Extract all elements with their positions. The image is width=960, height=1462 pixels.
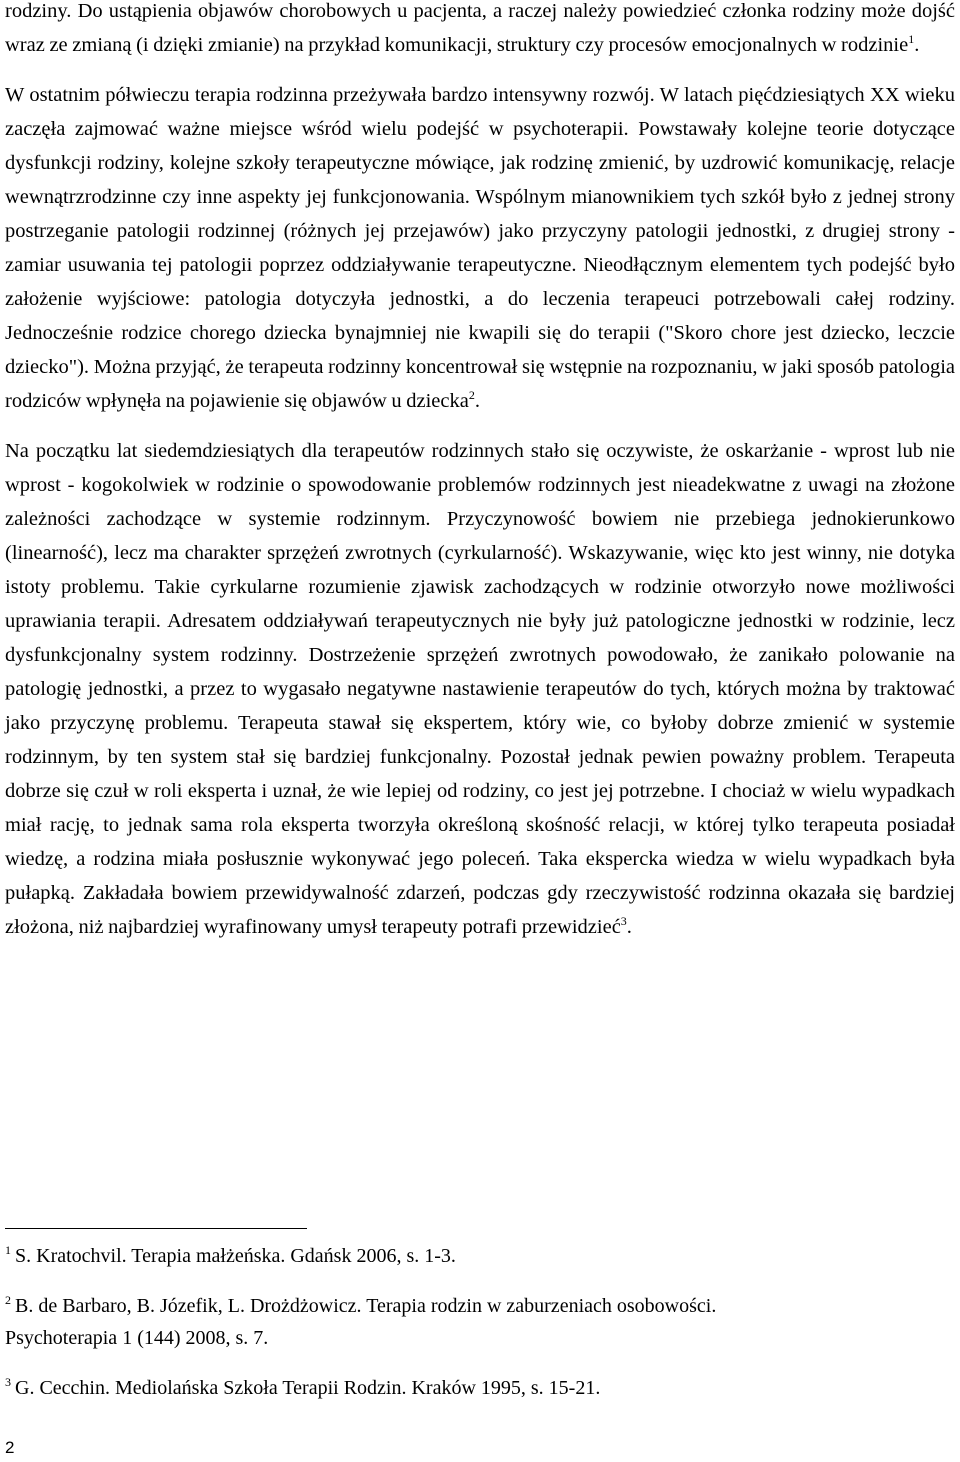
footnote-separator xyxy=(5,1228,307,1229)
footnote-ref-3[interactable]: 3 xyxy=(620,914,627,929)
footnote-mark-2: 2 xyxy=(5,1293,11,1308)
footnote-2-line-2: Psychoterapia 1 (144) 2008, s. 7. xyxy=(5,1327,269,1349)
footnote-2-line-1: B. de Barbaro, B. Józefik, L. Drożdżowicz. Terapia rodzin w zaburzeniach osobowości. xyxy=(15,1295,717,1317)
footnote-1-line-1: S. Kratochvil. Terapia małżeńska. Gdańsk 2006, s. 1-3. xyxy=(15,1245,456,1267)
body-paragraph-1 xyxy=(5,0,955,62)
footnote-ref-2[interactable]: 2 xyxy=(468,388,475,403)
footnote-2 xyxy=(5,1290,955,1354)
footnote-ref-1[interactable]: 1 xyxy=(908,32,915,47)
footnotes xyxy=(5,1240,955,1422)
paragraph-3-text: Na początku lat siedemdziesiątych dla terapeutów rodzinnych stało się oczywiste, że oskarżanie - wprost lub nie wprost - kogokolwiek w rodzinie o spowodowanie problemów rodzinnych jest nieadekwatne z uwagi na złożone zależności zachodzące w systemie rodzinnym. Przyczynowość bowiem nie przebiega jednokierunkowo (linearność), lecz ma charakter sprzężeń zwrotnych (cyrkularność). Wskazywanie, więc kto jest winny, nie dotyka istoty problemu. Takie cyrkularne rozumienie zjawisk zachodzących w rodzinie otworzyło nowe możliwości uprawiania terapii. Adresatem oddziaływań terapeutycznych nie były już patologiczne jednostki w rodzinie, lecz dysfunkcjonalny system rodzinny. Dostrzeżenie sprzężeń zwrotnych powodowało, że zanikało polowanie na patologię jednostki, a przez to wygasało negatywne nastawienie terapeutów do tych, których można by traktować jako przyczynę problemu. Terapeuta stawał się ekspertem, który wie, co byłoby dobrze zmienić w systemie rodzinnym, by ten system stał się bardziej funkcjonalny. Pozostał jednak pewien poważny problem. Terapeuta dobrze się czuł w roli eksperta i uznał, że wie lepiej od rodziny, co jest jej potrzebne. I chociaż w wielu wypadkach miał rację, to jednak sama rola eksperta tworzyła określoną skośność relacji, w której tylko terapeuta posiadał wiedzę, a rodzina miała posłusznie wykonywać jego poleceń. Taka ekspercka wiedza w wielu wypadkach była pułapką. Zakładała bowiem przewidywalność zdarzeń, podczas gdy rzeczywistość rodzinna okazała się bardziej złożona, niż najbardziej wyrafinowany umysł terapeuty potrafi przewidzieć xyxy=(5,440,955,938)
body-paragraph-3 xyxy=(5,434,955,944)
body-paragraph-2 xyxy=(5,78,955,418)
paragraph-2-tail: . xyxy=(474,390,480,412)
footnote-1 xyxy=(5,1240,955,1272)
footnote-mark-1: 1 xyxy=(5,1243,11,1258)
document-page xyxy=(5,0,955,944)
paragraph-2-text: W ostatnim półwieczu terapia rodzinna przeżywała bardzo intensywny rozwój. W latach pięćdziesiątych XX wieku zaczęła zajmować ważne miejsce wśród wielu podejść w psychoterapii. Powstawały kolejne teorie dotyczące dysfunkcji rodziny, kolejne szkoły terapeutyczne mówiące, jak rodzinę zmienić, by uzdrowić komunikację, relacje wewnątrzrodzinne czy inne aspekty jej funkcjonowania. Wspólnym mianownikiem tych szkół było z jednej strony postrzeganie patologii rodzinnej (różnych jej przejawów) jako przyczyny patologii jednostki, z drugiej strony - zamiar usuwania tej patologii poprzez oddziaływanie terapeutyczne. Nieodłącznym elementem tych podejść było założenie wyjściowe: patologia dotyczyła jednostki, a do leczenia terapeuci potrzebowali całej rodziny. Jednocześnie rodzice chorego dziecka bynajmniej nie kwapili się do terapii ("Skoro chore jest dziecko, leczcie dziecko"). Można przyjąć, że terapeuta rodzinny koncentrował się wstępnie na rozpoznaniu, w jaki sposób patologia rodziców wpłynęła na pojawienie się objawów u dziecka xyxy=(5,84,955,412)
paragraph-1-text: rodziny. Do ustąpienia objawów chorobowych u pacjenta, a raczej należy powiedzieć członka rodziny może dojść wraz ze zmianą (i dzięki zmianie) na przykład komunikacji, struktury czy procesów emocjonalnych w rodzinie xyxy=(5,0,955,56)
footnote-3-line-1: G. Cecchin. Mediolańska Szkoła Terapii Rodzin. Kraków 1995, s. 15-21. xyxy=(15,1377,601,1399)
footnote-mark-3: 3 xyxy=(5,1375,11,1390)
footnote-3 xyxy=(5,1372,955,1404)
paragraph-1-tail: . xyxy=(914,34,920,56)
page-number: 2 xyxy=(5,1438,15,1457)
paragraph-3-tail: . xyxy=(626,916,632,938)
